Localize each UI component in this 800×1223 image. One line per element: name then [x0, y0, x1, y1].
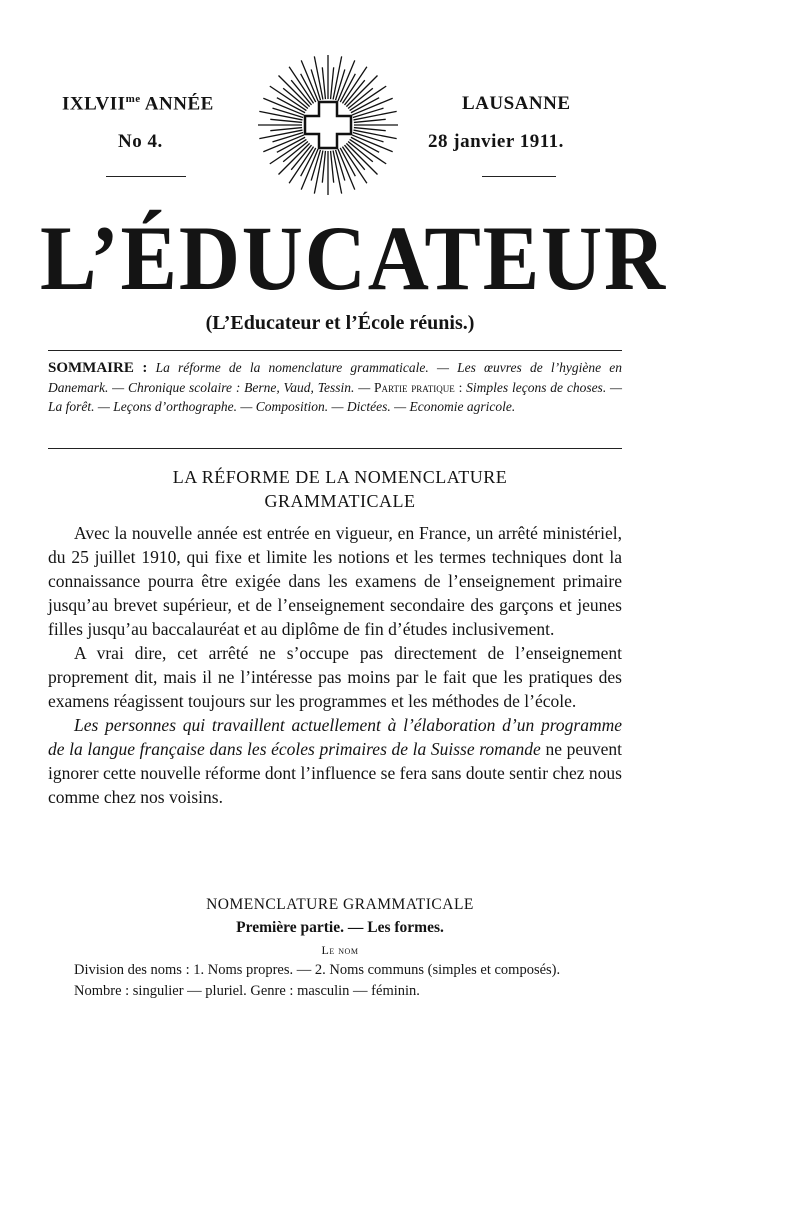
header-left-rule — [106, 176, 186, 177]
paragraph-3-italic: Les personnes qui travaillent actuellement à l’élaboration d’un programme de la langue française dans les écoles primaires de la Suisse romande — [48, 715, 622, 759]
nomenclature-title: NOMENCLATURE GRAMMATICALE — [206, 896, 474, 913]
sommaire-part2: Simples leçons de choses. — La forêt. — Leçons d’orthographe. — Composition. — Dictées. — Economie agricole. — [48, 380, 623, 414]
issue-date: 28 janvier 1911. — [428, 131, 564, 152]
sommaire-part1: La réforme de la nomenclature grammaticale. — Les œuvres de l’hygiène en Danemark. — Chronique scolaire : Berne, Vaud, Tessin. — — [48, 360, 623, 395]
year-prefix: IXLVII — [62, 93, 126, 115]
article-body — [48, 521, 622, 809]
swiss-cross-sunburst-icon — [255, 52, 401, 198]
journal-subtitle: (L’Educateur et l’École réunis.) — [205, 312, 475, 334]
article-heading-line2: GRAMMATICALE — [264, 491, 416, 511]
nomenclature-section: Le nom — [321, 943, 359, 957]
journal-title: L’ÉDUCATEUR — [40, 207, 667, 309]
paragraph-2: A vrai dire, cet arrêté ne s’occupe pas directement de l’enseignement proprement dit, mais il ne l’intéresse pas moins par le fait que les pratiques des examens réagissent toujours sur les programmes et les méthodes de l’école. — [48, 643, 622, 711]
sommaire-top-rule — [48, 350, 622, 351]
sommaire-bottom-rule — [48, 448, 622, 449]
paragraph-3 — [48, 713, 622, 809]
issue-number: No 4. — [118, 131, 163, 152]
volume-year — [62, 93, 214, 115]
year-superscript: me — [125, 93, 141, 105]
nomenclature-line-2: Nombre : singulier — pluriel. Genre : masculin — féminin. — [74, 983, 420, 999]
sommaire-practical-label: Partie pratique : — [374, 380, 463, 395]
nomenclature-subtitle: Première partie. — Les formes. — [236, 919, 444, 936]
city: LAUSANNE — [462, 93, 571, 114]
paragraph-3-rest: ne peuvent ignorer cette nouvelle réforme dont l’influence se fera sans doute sentir chez nous comme chez nos voisins. — [48, 739, 622, 807]
paragraph-1: Avec la nouvelle année est entrée en vigueur, en France, un arrêté ministériel, du 25 juillet 1910, qui fixe et limite les notions et les termes techniques dont la connaissance pourra être exigée dans les examens de l’enseignement primaire jusqu’au brevet supérieur, et de l’enseignement secondaire des garçons et jeunes filles jusqu’au baccalauréat et au diplôme de fin d’études inclusivement. — [48, 523, 622, 639]
sommaire-lead: SOMMAIRE : — [48, 360, 148, 376]
year-label: ANNÉE — [140, 93, 214, 115]
article-heading-line1: LA RÉFORME DE LA NOMENCLATURE — [172, 467, 508, 487]
nomenclature-list — [60, 960, 620, 1002]
header-right-rule — [482, 176, 556, 177]
nomenclature-line-1: Division des noms : 1. Noms propres. — 2. Noms communs (simples et composés). — [74, 962, 561, 978]
sommaire — [48, 358, 622, 416]
